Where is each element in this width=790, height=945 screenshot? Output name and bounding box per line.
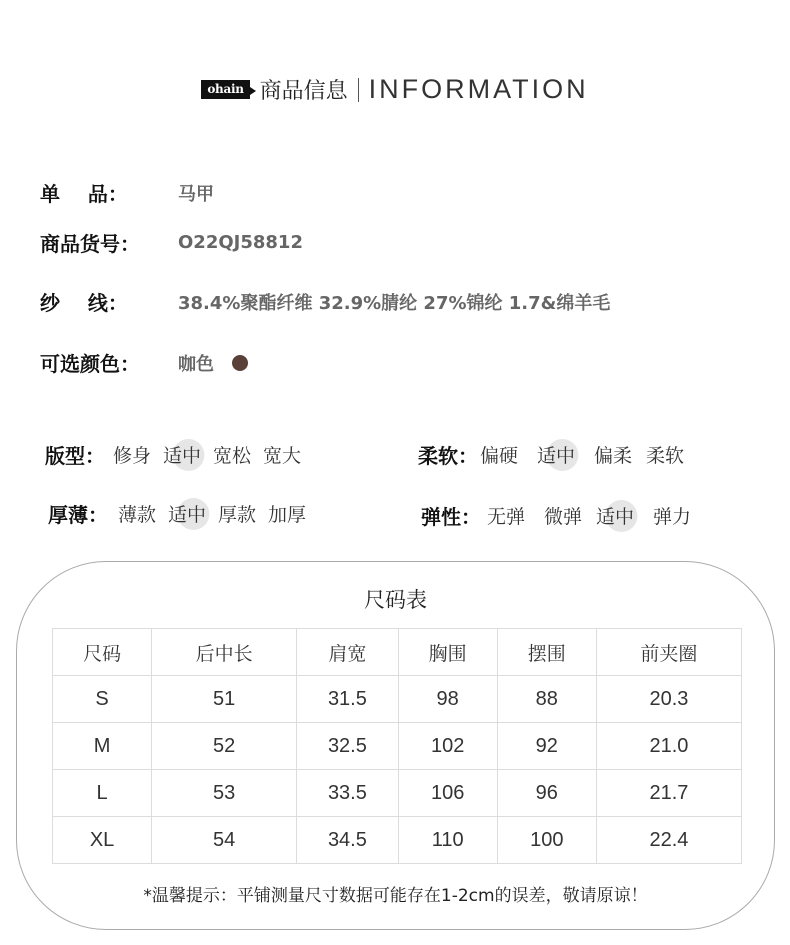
column-header: 肩宽 [297, 629, 398, 676]
color-value: 咖色 [178, 353, 214, 375]
attr-fit [45, 440, 301, 469]
elasticity-option: 无弹 [487, 506, 526, 528]
elasticity-option-selected: 适中 [596, 502, 634, 529]
softness-option-selected: 适中 [537, 441, 575, 468]
table-header-row [53, 629, 742, 676]
table-cell: 21.7 [596, 770, 741, 817]
sku-label: 商品货号： [40, 232, 140, 256]
size-chart-title: 尺码表 [364, 588, 427, 612]
table-cell: S [53, 676, 152, 723]
table-cell: 100 [497, 817, 596, 864]
table-cell: 32.5 [297, 723, 398, 770]
table-cell: 33.5 [297, 770, 398, 817]
table-cell: 110 [398, 817, 497, 864]
fit-option: 宽松 [213, 445, 252, 467]
header-title-cn: 商品信息 [259, 79, 348, 104]
fit-option: 修身 [113, 445, 152, 467]
thickness-option: 薄款 [118, 504, 157, 526]
table-cell: M [53, 723, 152, 770]
colors-label: 可选颜色： [40, 352, 140, 376]
table-row [53, 770, 742, 817]
header-title-en: INFORMATION [368, 74, 589, 104]
thickness-label: 厚薄： [48, 503, 108, 527]
info-header [0, 74, 790, 105]
table-row [53, 676, 742, 723]
measurement-note: *温馨提示：平铺测量尺寸数据可能存在1-2cm的误差，敬请原谅！ [143, 886, 648, 906]
table-cell: 92 [497, 723, 596, 770]
info-row-colors [40, 348, 248, 377]
table-cell: 54 [152, 817, 297, 864]
brand-logo: ohain [201, 80, 249, 99]
yarn-label: 纱 线： [40, 291, 128, 315]
item-label: 单 品： [40, 182, 128, 206]
size-table [52, 628, 742, 864]
info-row-item [40, 178, 214, 207]
softness-option: 柔软 [646, 445, 685, 467]
table-cell: 20.3 [596, 676, 741, 723]
table-cell: 51 [152, 676, 297, 723]
softness-option: 偏硬 [480, 445, 519, 467]
attr-thickness [48, 499, 306, 528]
thickness-option-selected: 适中 [168, 500, 206, 527]
softness-option: 偏柔 [594, 445, 633, 467]
sku-value: O22QJ58812 [178, 232, 303, 253]
elasticity-label: 弹性： [421, 505, 481, 529]
fit-option-selected: 适中 [163, 441, 201, 468]
column-header: 尺码 [53, 629, 152, 676]
size-chart-card [16, 561, 775, 930]
header-divider [358, 78, 359, 102]
thickness-option: 厚款 [218, 504, 257, 526]
info-row-yarn [40, 287, 610, 316]
thickness-option: 加厚 [268, 504, 307, 526]
fit-label: 版型： [45, 444, 105, 468]
item-value: 马甲 [178, 183, 214, 205]
elasticity-option: 微弹 [544, 506, 583, 528]
column-header: 摆围 [497, 629, 596, 676]
elasticity-option: 弹力 [653, 506, 692, 528]
table-cell: XL [53, 817, 152, 864]
table-cell: L [53, 770, 152, 817]
table-cell: 22.4 [596, 817, 741, 864]
table-cell: 88 [497, 676, 596, 723]
info-row-sku [40, 228, 303, 257]
table-cell: 21.0 [596, 723, 741, 770]
table-cell: 52 [152, 723, 297, 770]
table-cell: 31.5 [297, 676, 398, 723]
table-cell: 53 [152, 770, 297, 817]
column-header: 后中长 [152, 629, 297, 676]
table-cell: 96 [497, 770, 596, 817]
attr-softness [418, 440, 684, 469]
yarn-value: 38.4%聚酯纤维 32.9%腈纶 27%锦纶 1.7&绵羊毛 [178, 292, 611, 314]
table-cell: 106 [398, 770, 497, 817]
table-cell: 34.5 [297, 817, 398, 864]
table-row [53, 817, 742, 864]
fit-option: 宽大 [263, 445, 302, 467]
color-swatch [232, 355, 248, 371]
column-header: 前夹圈 [596, 629, 741, 676]
attr-elasticity [421, 501, 691, 530]
table-cell: 102 [398, 723, 497, 770]
table-cell: 98 [398, 676, 497, 723]
column-header: 胸围 [398, 629, 497, 676]
softness-label: 柔软： [418, 444, 478, 468]
table-row [53, 723, 742, 770]
